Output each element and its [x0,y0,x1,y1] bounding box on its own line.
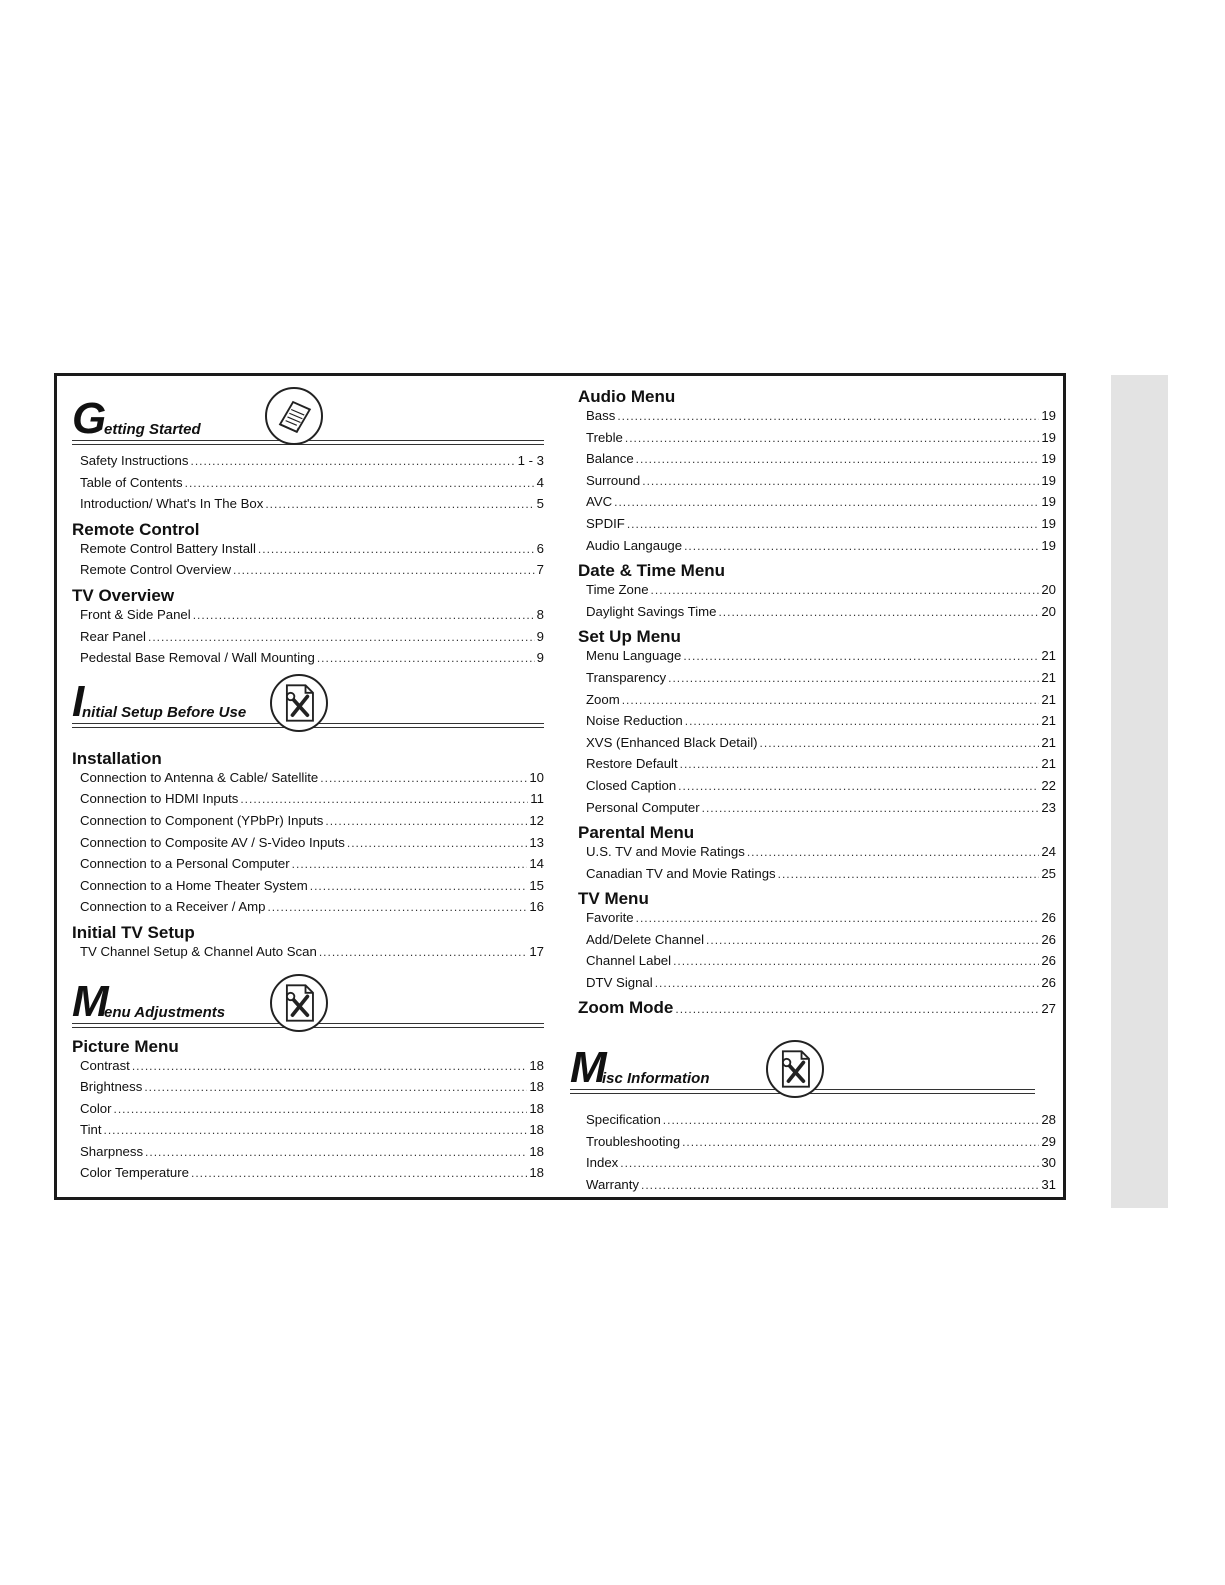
leader-dots [265,497,534,511]
leader-dots [185,476,535,490]
banner-title: nitial Setup Before Use [82,703,247,721]
toc-entry[interactable] [72,496,544,518]
leader-dots [673,954,1039,968]
leader-dots [685,714,1040,728]
toc-entry-page: 22 [1041,777,1056,793]
toc-entry-label: Treble [586,429,623,445]
toc-entry[interactable] [578,1134,1056,1156]
leader-dots [190,454,515,468]
toc-entry-label: Remote Control Battery Install [80,540,256,556]
leader-dots [682,1135,1039,1149]
toc-entry-label: SPDIF [586,515,625,531]
toc-entry[interactable] [578,692,1056,714]
toc-entry-page: 9 [536,650,544,666]
toc-entry[interactable] [578,430,1056,452]
toc-entry-page: 26 [1041,931,1056,947]
toc-entry-page: 20 [1041,582,1056,598]
toc-entry-label: Surround [586,472,641,488]
leader-dots [678,779,1039,793]
toc-entry[interactable] [72,791,544,813]
leader-dots [114,1102,528,1116]
toc-entry-page: 18 [529,1122,544,1138]
toc-entry[interactable] [578,910,1056,932]
toc-entry-page: 19 [1041,494,1056,510]
toc-entry-page: 21 [1041,713,1056,729]
toc-entry-zoom-mode[interactable] [578,997,1056,1019]
toc-entry-page: 14 [529,856,544,872]
toc-entry-label: Restore Default [586,756,678,772]
tools-document-icon [270,974,328,1032]
toc-entry[interactable] [578,713,1056,735]
toc-entry-page: 1 - 3 [517,453,544,468]
leader-dots [680,757,1040,771]
toc-entry[interactable] [72,1165,544,1187]
toc-entry-page: 19 [1041,515,1056,531]
toc-entry-page: 27 [1041,1000,1056,1016]
toc-entry-label: Front & Side Panel [80,606,191,622]
toc-entry-page: 4 [536,474,544,490]
toc-entry-label: Connection to Composite AV / S-Video Inputs [80,834,345,850]
section-heading: Installation [72,748,162,768]
toc-entry-page: 31 [1041,1177,1056,1193]
toc-entry[interactable] [578,604,1056,626]
toc-right-column [570,385,1056,1199]
leader-dots [636,911,1040,925]
toc-entry-label: Menu Language [586,648,682,664]
toc-entry-label: Balance [586,451,634,467]
toc-entry-page: 24 [1041,844,1056,860]
toc-entry-label: Personal Computer [586,799,700,815]
toc-entry-label: Daylight Savings Time [586,603,717,619]
toc-entry-label: XVS (Enhanced Black Detail) [586,734,758,750]
toc-entry-page: 28 [1041,1112,1056,1128]
leader-dots [267,900,527,914]
toc-entry[interactable] [72,650,544,672]
leader-dots [148,630,535,644]
toc-entry-page: 17 [529,943,544,959]
leader-dots [233,563,535,577]
toc-entry[interactable] [578,778,1056,800]
toc-entry[interactable] [72,1079,544,1101]
toc-entry-label: Pedestal Base Removal / Wall Mounting [80,650,315,666]
toc-entry-label: Favorite [586,910,634,926]
banner-initial: M [570,1043,607,1093]
toc-entry-label: Brightness [80,1079,143,1095]
toc-entry[interactable] [72,453,544,475]
leader-dots [310,879,528,893]
toc-entry-page: 19 [1041,451,1056,467]
toc-entry-label: AVC [586,494,613,510]
toc-entry-label: Closed Caption [586,777,677,793]
section-heading: Audio Menu [578,387,676,406]
leader-dots [622,693,1040,707]
toc-entry[interactable] [578,538,1056,560]
banner-title: isc Information [602,1070,710,1088]
toc-entry[interactable] [578,582,1056,604]
leader-dots [132,1059,527,1073]
toc-entry-page: 13 [529,834,544,850]
section-heading: Set Up Menu [578,627,681,647]
leader-dots [675,1002,1039,1016]
banner-title: enu Adjustments [104,1003,226,1021]
section-heading: TV Overview [72,585,175,605]
leader-dots [144,1080,527,1094]
toc-entry[interactable] [578,1177,1056,1199]
toc-entry[interactable] [578,1155,1056,1177]
leader-dots [191,1166,527,1180]
section-heading: TV Menu [578,889,649,909]
toc-entry[interactable] [578,494,1056,516]
toc-entry-label: Introduction/ What's In The Box [80,496,264,512]
toc-entry-page: 26 [1041,910,1056,926]
tools-document-icon [766,1040,824,1098]
leader-dots [718,605,1039,619]
section-heading: Remote Control [72,519,200,539]
toc-entry-label: Channel Label [586,953,672,969]
toc-entry-label: Color [80,1100,112,1116]
leader-dots [663,1113,1040,1127]
section-heading: Picture Menu [72,1036,179,1056]
toc-entry-label: Connection to HDMI Inputs [80,791,239,807]
toc-entry-label: Sharpness [80,1143,144,1159]
toc-entry[interactable] [578,648,1056,670]
toc-entry[interactable] [578,451,1056,473]
leader-dots [655,976,1040,990]
toc-entry-label: Troubleshooting [586,1133,681,1149]
toc-entry-label: Noise Reduction [586,713,683,729]
book-icon [265,387,323,445]
leader-dots [706,933,1039,947]
toc-entry[interactable] [578,408,1056,430]
toc-entry[interactable] [72,607,544,629]
toc-entry-page: 25 [1041,865,1056,881]
toc-entry-label: Bass [586,408,616,423]
toc-entry-label: Connection to a Home Theater System [80,877,308,893]
leader-dots [747,845,1040,859]
toc-entry-label: Audio Langauge [586,537,683,553]
toc-entry[interactable] [72,1122,544,1144]
toc-entry[interactable] [72,562,544,584]
leader-dots [684,539,1039,553]
tools-document-icon [270,674,328,732]
toc-entry-label: Color Temperature [80,1165,189,1181]
side-tab [1111,375,1168,1208]
toc-entry-page: 18 [529,1165,544,1181]
banner-getting-started [72,395,544,447]
toc-entry-label: Canadian TV and Movie Ratings [586,865,776,881]
leader-dots [641,1178,1039,1192]
banner-misc-information [570,1044,1035,1096]
toc-entry[interactable] [578,1112,1056,1134]
leader-dots [240,792,528,806]
toc-entry-label: Transparency [586,669,667,685]
toc-entry-label: Specification [586,1112,661,1128]
toc-entry-page: 30 [1041,1155,1056,1171]
toc-entry[interactable] [578,953,1056,975]
toc-entry-page: 18 [529,1079,544,1095]
toc-entry[interactable] [578,975,1056,997]
toc-entry-page: 21 [1041,669,1056,685]
leader-dots [614,495,1039,509]
toc-entry-label: TV Channel Setup & Channel Auto Scan [80,943,317,959]
toc-entry-label: Time Zone [586,582,649,598]
banner-initial: I [72,676,85,726]
toc-entry-label: U.S. TV and Movie Ratings [586,844,745,860]
toc-entry-page: 26 [1041,953,1056,969]
toc-entry-label: Table of Contents [80,474,183,490]
toc-entry[interactable] [72,835,544,857]
toc-entry-label: Remote Control Overview [80,562,231,578]
leader-dots [325,814,527,828]
toc-entry[interactable] [578,670,1056,692]
leader-dots [258,542,535,556]
toc-entry-label: Add/Delete Channel [586,931,705,947]
banner-initial: G [72,394,107,443]
banner-initial-setup [72,678,544,730]
leader-dots [627,517,1039,531]
toc-entry[interactable] [72,899,544,921]
leader-dots [760,736,1040,750]
toc-entry-page: 19 [1041,537,1056,553]
toc-entry[interactable] [578,800,1056,822]
toc-entry-page: 12 [529,812,544,828]
leader-dots [104,1123,528,1137]
leader-dots [651,583,1040,597]
leader-dots [193,608,535,622]
toc-entry-page: 21 [1041,734,1056,750]
leader-dots [702,801,1040,815]
toc-left-column [72,395,544,1187]
toc-entry-page: 8 [536,606,544,622]
leader-dots [668,671,1039,685]
toc-entry[interactable] [72,770,544,792]
toc-entry[interactable] [578,866,1056,888]
toc-entry-page: 16 [529,899,544,915]
toc-entry-label: Connection to a Receiver / Amp [80,899,266,915]
toc-entry-page: 18 [529,1057,544,1073]
toc-entry[interactable] [578,516,1056,538]
toc-entry[interactable] [72,1101,544,1123]
toc-entry-label: Safety Instructions [80,453,189,468]
leader-dots [320,771,527,785]
toc-entry[interactable] [72,541,544,563]
toc-entry-page: 23 [1041,799,1056,815]
toc-entry[interactable] [72,1144,544,1166]
banner-initial: M [72,976,109,1026]
toc-entry[interactable] [72,856,544,878]
leader-dots [319,945,528,959]
toc-entry-label: Zoom [586,691,620,707]
toc-entry[interactable] [72,1058,544,1080]
leader-dots [617,409,1039,423]
toc-entry-label: DTV Signal [586,975,653,991]
toc-entry-label: Warranty [586,1177,640,1193]
toc-entry[interactable] [72,878,544,900]
toc-entry[interactable] [578,735,1056,757]
leader-dots [347,836,527,850]
leader-dots [683,649,1039,663]
toc-entry-label: Zoom Mode [578,997,674,1017]
banner-title: etting Started [104,421,201,438]
toc-entry[interactable] [578,932,1056,954]
toc-entry-page: 21 [1041,756,1056,772]
toc-entry-page: 29 [1041,1133,1056,1149]
toc-entry-page: 15 [529,877,544,893]
toc-entry-label: Rear Panel [80,628,146,644]
toc-entry[interactable] [72,944,544,966]
toc-entry-page: 9 [536,628,544,644]
toc-entry-page: 5 [536,496,544,512]
toc-entry-page: 19 [1041,408,1056,423]
toc-entry[interactable] [72,475,544,497]
section-heading: Date & Time Menu [578,561,726,581]
toc-entry-page: 21 [1041,691,1056,707]
toc-entry-page: 19 [1041,472,1056,488]
toc-entry-page: 6 [536,540,544,556]
toc-entry-label: Tint [80,1122,102,1138]
toc-entry-page: 19 [1041,429,1056,445]
leader-dots [636,452,1040,466]
leader-dots [292,857,528,871]
toc-entry-page: 21 [1041,648,1056,664]
toc-entry-page: 20 [1041,603,1056,619]
toc-entry-label: Connection to Antenna & Cable/ Satellite [80,769,319,785]
toc-entry-label: Contrast [80,1057,130,1073]
toc-entry-label: Index [586,1155,619,1171]
toc-entry-page: 18 [529,1143,544,1159]
leader-dots [778,867,1040,881]
leader-dots [642,474,1039,488]
toc-entry-page: 18 [529,1100,544,1116]
leader-dots [625,431,1039,445]
toc-entry-label: Connection to a Personal Computer [80,856,290,872]
leader-dots [145,1145,527,1159]
toc-entry-page: 7 [536,562,544,578]
toc-entry-label: Connection to Component (YPbPr) Inputs [80,812,324,828]
leader-dots [317,651,535,665]
toc-entry[interactable] [72,629,544,651]
section-heading: Initial TV Setup [72,922,195,942]
toc-entry[interactable] [72,813,544,835]
toc-entry[interactable] [578,756,1056,778]
banner-menu-adjustments [72,978,544,1030]
toc-entry[interactable] [578,473,1056,495]
section-heading: Parental Menu [578,823,695,843]
toc-entry-page: 10 [529,769,544,785]
toc-entry[interactable] [578,844,1056,866]
toc-entry-page: 26 [1041,975,1056,991]
leader-dots [620,1156,1039,1170]
toc-entry-page: 11 [530,791,544,807]
